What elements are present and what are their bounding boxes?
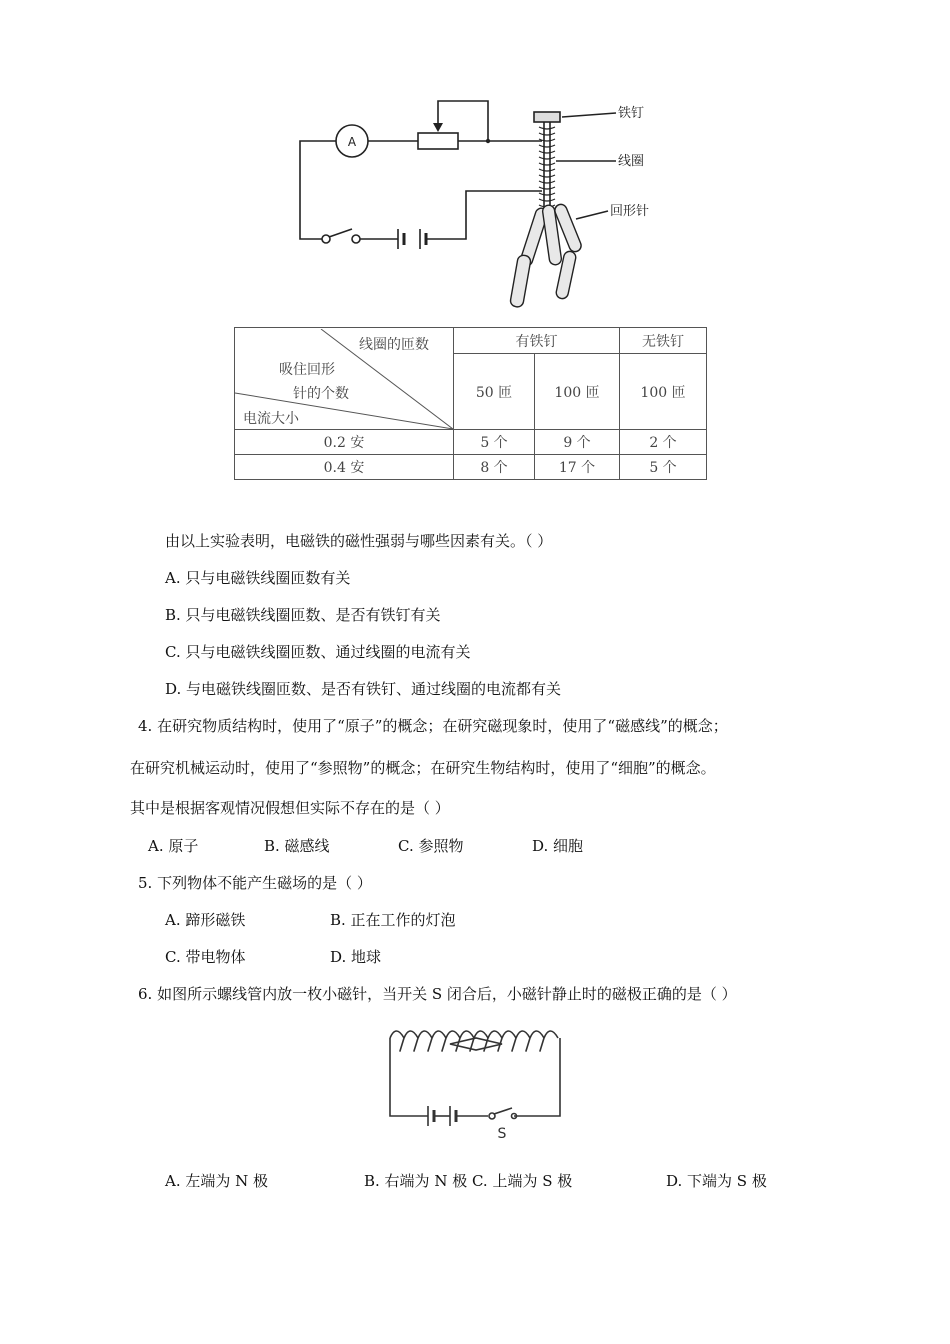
table-cell: 17 个	[535, 455, 620, 480]
header-with-nail: 有铁钉	[454, 328, 620, 354]
table-cell: 9 个	[535, 430, 620, 455]
label-nail: 铁钉	[618, 106, 645, 121]
electromagnet-circuit-figure	[290, 95, 670, 310]
table-cell: 5 个	[620, 455, 707, 480]
table-cell: 2 个	[620, 430, 707, 455]
header-turns-2: 100 匝	[535, 354, 620, 430]
q4-option-d: D. 细胞	[532, 837, 584, 855]
header-without-nail: 无铁钉	[620, 328, 707, 354]
q5-option-c: C. 带电物体	[165, 948, 246, 966]
switch-label: S	[497, 1126, 507, 1142]
q3-option-a: A. 只与电磁铁线圈匝数有关	[165, 569, 351, 587]
q5-stem: 5. 下列物体不能产生磁场的是（ ）	[138, 874, 372, 892]
q5-option-b: B. 正在工作的灯泡	[330, 911, 456, 929]
table-row	[235, 430, 707, 455]
q4-stem-line-1: 4. 在研究物质结构时，使用了“原子”的概念；在研究磁现象时，使用了“磁感线”的概念；	[138, 717, 728, 735]
table-row	[235, 455, 707, 480]
ammeter-label: A	[347, 135, 357, 149]
table-cell: 8 个	[454, 455, 535, 480]
q4-stem-line-2: 在研究机械运动时，使用了“参照物”的概念；在研究生物结构时，使用了“细胞”的概念。	[130, 759, 716, 777]
table-corner-cell	[235, 328, 454, 430]
q3-option-b: B. 只与电磁铁线圈匝数、是否有铁钉有关	[165, 606, 441, 624]
q4-option-c: C. 参照物	[398, 837, 464, 855]
current-cell: 0.4 安	[235, 455, 454, 480]
header-turns-1: 50 匝	[454, 354, 535, 430]
experiment-table	[234, 327, 707, 480]
q6-stem: 6. 如图所示螺线管内放一枚小磁针，当开关 S 闭合后，小磁针静止时的磁极正确的是（ ）	[138, 985, 737, 1003]
q3-option-d: D. 与电磁铁线圈匝数、是否有铁钉、通过线圈的电流都有关	[165, 680, 562, 698]
q3-stem: 由以上实验表明，电磁铁的磁性强弱与哪些因素有关。（ ）	[165, 532, 553, 550]
q5-option-a: A. 蹄形磁铁	[165, 911, 246, 929]
corner-label-current: 电流大小	[243, 410, 299, 427]
current-cell: 0.2 安	[235, 430, 454, 455]
q4-option-a: A. 原子	[148, 837, 199, 855]
q6-option-bc: B. 右端为 N 极 C. 上端为 S 极	[364, 1172, 573, 1190]
q6-option-d: D. 下端为 S 极	[666, 1172, 767, 1190]
corner-label-clips-1: 吸住回形	[279, 361, 335, 378]
solenoid-circuit-figure	[384, 1024, 568, 1142]
q5-option-d: D. 地球	[330, 948, 382, 966]
label-coil: 线圈	[618, 154, 645, 169]
header-turns-3: 100 匝	[620, 354, 707, 430]
q4-stem-line-3: 其中是根据客观情况假想但实际不存在的是（ ）	[130, 799, 450, 817]
corner-label-clips-2: 针的个数	[293, 385, 349, 402]
label-paper-clip: 回形针	[610, 204, 650, 219]
corner-label-turns: 线圈的匝数	[359, 336, 429, 353]
q6-option-a: A. 左端为 N 极	[165, 1172, 269, 1190]
q3-option-c: C. 只与电磁铁线圈匝数、通过线圈的电流有关	[165, 643, 471, 661]
table-cell: 5 个	[454, 430, 535, 455]
q4-option-b: B. 磁感线	[264, 837, 330, 855]
